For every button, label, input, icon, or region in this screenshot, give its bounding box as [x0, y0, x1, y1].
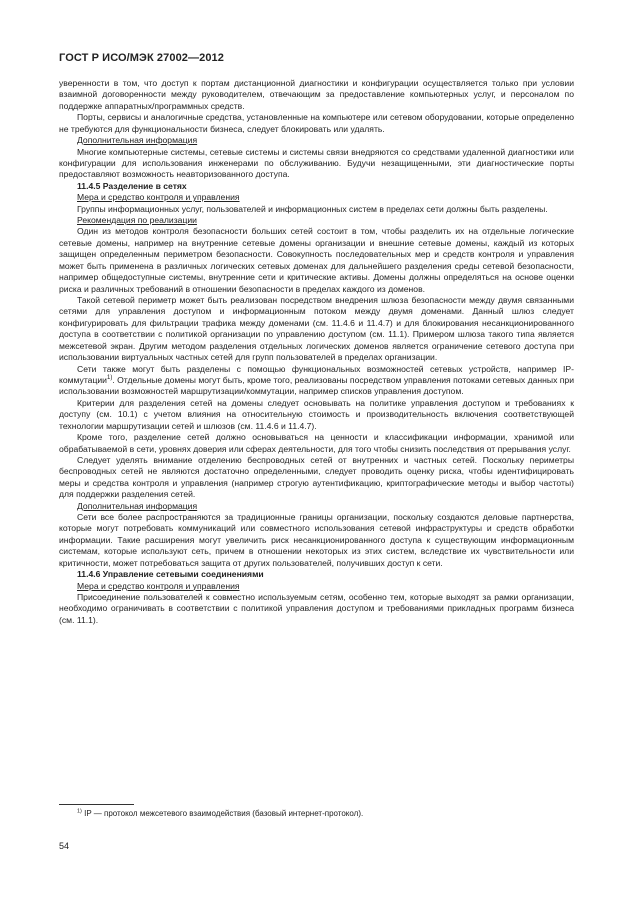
document-header: ГОСТ Р ИСО/МЭК 27002—2012: [59, 52, 224, 64]
paragraph: Кроме того, разделение сетей должно основываться на ценности и классификации информации, хранимой или обрабатываемой в сети, уровнях доверия или сферах деятельности, для того чтобы снизить последствия от прерывания услуг.: [59, 432, 574, 454]
paragraph: уверенности в том, что доступ к портам дистанционной диагностики и конфигурации осуществляется только при условии взаимной договоренности между руководителем, отвечающим за предоставление компьютерных услуг, и персоналом по поддержке аппаратных/программных средств.: [59, 78, 574, 111]
page-body: [59, 78, 574, 626]
paragraph: Порты, сервисы и аналогичные средства, установленные на компьютере или сетевом оборудовании, которые определенно не требуются для функциональности бизнеса, следует блокировать или удалять.: [59, 112, 574, 134]
paragraph: Сети все более распространяются за традиционные границы организации, поскольку создаются деловые партнерства, которые могут потребовать коммуникаций или совместного использования сетевой инфраструктуры и средств обработки информации. Такие расширения могут увеличить риск несанкционированного доступа к существующим информационным системам, которые используют сеть, причем в отношении некоторых из этих систем, вследствие их чувствительности или критичности, может потребоваться защита от других пользователей, получивших доступ к сети.: [59, 512, 574, 568]
section-heading: 11.4.5 Разделение в сетях: [77, 180, 187, 191]
paragraph-text: Сети также могут быть разделены с помощью функциональных возможностей сетевых устройств, например IP-коммутации: [59, 363, 574, 385]
section-label: Рекомендация по реализации: [77, 215, 197, 226]
section-label: Дополнительная информация: [77, 135, 198, 146]
footnote: [59, 809, 574, 818]
paragraph: [59, 364, 574, 398]
paragraph: Один из методов контроля безопасности больших сетей состоит в том, чтобы разделить их на отдельные логические сетевые домены, например на внутренние сетевые домены организации и внешние сетевые домены, каждый из которых защищен определенным периметром безопасности. Совокупность последовательных мер и средств контроля и управления может быть применена в различных логических сетевых доменах для дальнейшего разделения среды сетевой безопасности, например общедоступные системы, внутренние сети и критические активы. Домены должны определяться на основе оценки риска и различных требований в отношении безопасности в пределах каждого из доменов.: [59, 226, 574, 294]
section-label: Дополнительная информация: [77, 500, 198, 511]
paragraph: Следует уделять внимание отделению беспроводных сетей от внутренних и частных сетей. Поскольку периметры беспроводных сетей не являются достаточно определенными, следует проводить оценку риска, чтобы идентифицировать меры и средства контроля и управления (например строгую аутентификацию, криптографические методы и выбор частоты) для поддержки разделения сетей.: [59, 454, 574, 500]
section-label: Мера и средство контроля и управления: [77, 580, 240, 591]
footnote-text: IP — протокол межсетевого взаимодействия (базовый интернет-протокол).: [84, 809, 364, 818]
paragraph-text: . Отдельные домены могут быть, кроме того, реализованы посредством управления потоками сетевых данных при использовании возможностей маршрутизации/коммутации, например списков управления доступом.: [59, 374, 574, 397]
section-label: Мера и средство контроля и управления: [77, 192, 240, 203]
paragraph: Многие компьютерные системы, сетевые системы и системы связи внедряются со средствами удаленной диагностики или конфигурации для использования инженерами по обслуживанию. Будучи незащищенными, эти диагностические порты предоставляют возможность неавторизованного доступа.: [59, 146, 574, 180]
paragraph: Группы информационных услуг, пользователей и информационных систем в пределах сети должны быть разделены.: [77, 203, 548, 214]
paragraph: Присоединение пользователей к совместно используемым сетям, особенно тем, которые выходят за рамки организации, необходимо ограничивать в соответствии с политикой управления доступом и требованиями прикладных программ бизнеса (см. 11.1).: [59, 591, 574, 625]
paragraph: Критерии для разделения сетей на домены следует основывать на политике управления доступом и требованиях к доступу (см. 10.1) с учетом влияния на относительную стоимость и производительность включения соответствующей технологии маршрутизации сетей и шлюзов (см. 11.4.6 и 11.4.7).: [59, 397, 574, 431]
footnote-reference: 1): [107, 375, 113, 382]
page-number: 54: [59, 841, 70, 851]
footnote-divider: [59, 804, 134, 805]
section-heading: 11.4.6 Управление сетевыми соединениями: [77, 569, 264, 580]
paragraph: Такой сетевой периметр может быть реализован посредством внедрения шлюза безопасности между двумя связанными сетями для управления доступом и информационным потоком между двумя доменами. Данный шлюз следует конфигурировать для фильтрации трафика между доменами (см. 11.4.6 и 11.4.7) и для блокирования несанкционированного доступа в соответствии с политикой организации по управлению доступом (см. 11.1). Примером шлюза такого типа является межсетевой экран. Другим методом разделения отдельных логических доменов является ограничение сетевого доступа при использовании виртуальных частных сетей для групп пользователей в пределах организации.: [59, 295, 574, 363]
footnote-marker: 1): [77, 808, 82, 815]
